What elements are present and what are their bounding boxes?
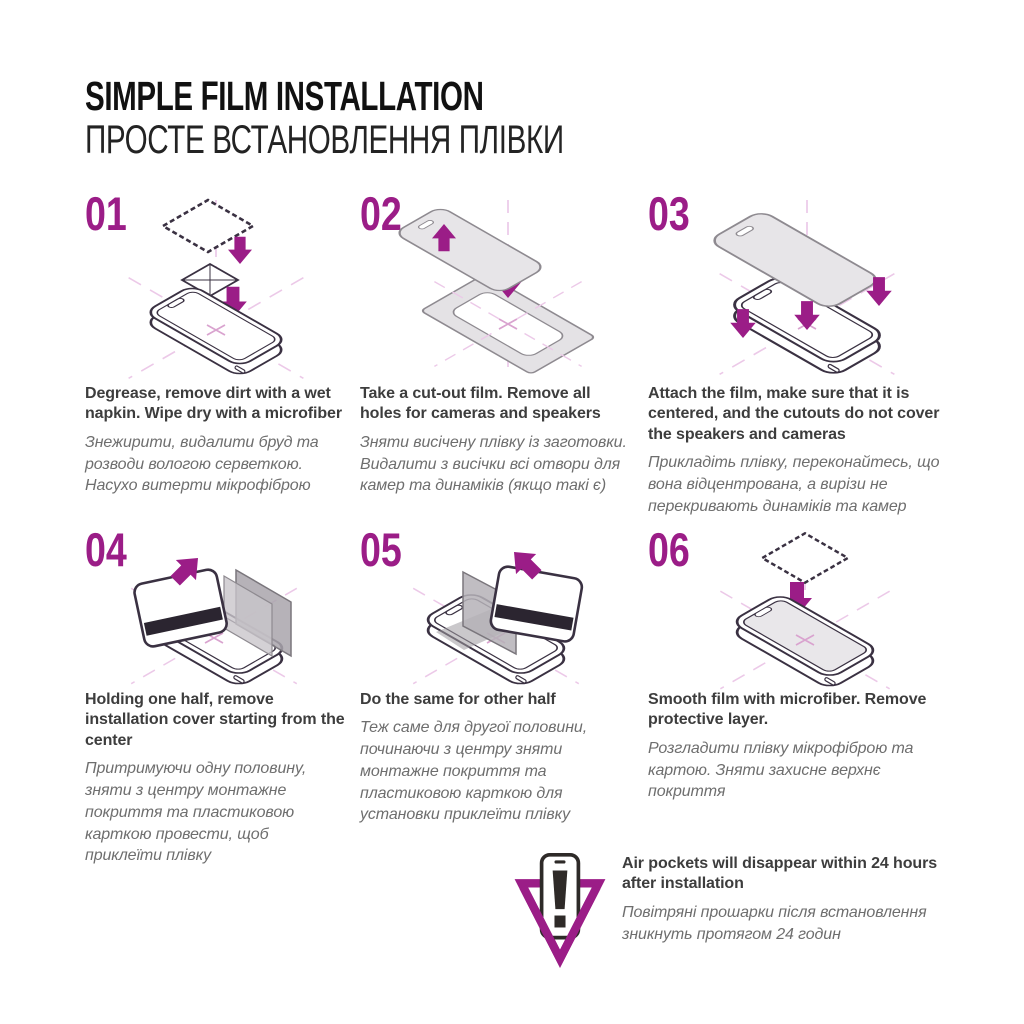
step-01-text-ua: Знежирити, видалити бруд та розводи вологою серветкою. Насухо витерти мікрофіброю bbox=[85, 433, 319, 495]
film-piece-icon bbox=[394, 206, 546, 293]
step-05-number: 05 bbox=[360, 523, 402, 576]
page-title: SIMPLE FILM INSTALLATION bbox=[85, 73, 484, 119]
step-02-text-ua: Зняти висічену плівку із заготовки. Видалити з висічки всі отвори для камер та динаміків (якщо такі є) bbox=[360, 433, 627, 495]
step-04 bbox=[85, 523, 347, 865]
attach-film-to-phone-illustration bbox=[648, 196, 942, 380]
phone-icon bbox=[145, 285, 288, 377]
step-02-text-en: Take a cut-out film. Remove all holes for cameras and speakers bbox=[360, 385, 601, 423]
step-03-text-en: Attach the film, make sure that it is centered, and the cutouts do not cover the speakers and cameras bbox=[648, 385, 940, 443]
step-06-number: 06 bbox=[648, 523, 690, 576]
other-half-with-card-illustration bbox=[360, 532, 632, 690]
step-01-text-en: Degrease, remove dirt with a wet napkin. Wipe dry with a microfiber bbox=[85, 385, 342, 423]
step-05-text-en: Do the same for other half bbox=[360, 691, 556, 708]
step-03-text-ua: Прикладіть плівку, переконайтесь, що вона відцентрована, а вирізи не перекривають динаміків та камер bbox=[648, 454, 940, 515]
step-02 bbox=[360, 188, 632, 524]
warning-note bbox=[514, 848, 974, 972]
step-04-text-en: Holding one half, remove installation cover starting from the center bbox=[85, 691, 345, 749]
microfiber-napkin-icon bbox=[762, 533, 848, 582]
cutout-film-from-sheet-illustration bbox=[360, 196, 632, 380]
step-02-number: 02 bbox=[360, 187, 402, 240]
warning-text-en: Air pockets will disappear within 24 hours after installation bbox=[622, 855, 937, 893]
step-03-number: 03 bbox=[648, 187, 690, 240]
page-subtitle: ПРОСТЕ ВСТАНОВЛЕННЯ ПЛІВКИ bbox=[85, 118, 564, 162]
napkin-microfiber-phone-illustration bbox=[85, 196, 347, 380]
step-05 bbox=[360, 524, 632, 850]
phone-with-film-icon bbox=[731, 593, 880, 689]
step-05-text-ua: Теж саме для другої половини, починаючи з центру зняти монтажне покриття та пластиковою карткою для установки приклеїти плівку bbox=[360, 719, 588, 824]
plastic-card-icon bbox=[489, 565, 583, 643]
phone-exclamation-warning-icon bbox=[514, 848, 606, 972]
step-04-number: 04 bbox=[85, 523, 127, 576]
remove-cover-with-card-illustration bbox=[85, 532, 347, 690]
step-06 bbox=[648, 524, 942, 850]
step-01-number: 01 bbox=[85, 187, 127, 240]
step-06-text-en: Smooth film with microfiber. Remove protective layer. bbox=[648, 691, 927, 729]
smooth-with-microfiber-illustration bbox=[648, 532, 942, 690]
step-06-text-ua: Розгладити плівку мікрофіброю та картою. Зняти захисне верхнє покриття bbox=[648, 739, 914, 801]
step-03 bbox=[648, 188, 942, 524]
step-01 bbox=[85, 188, 347, 524]
step-04-text-ua: Притримуючи одну половину, зняти з центру монтажне покриття та пластиковою карткою провести, щоб приклеїти плівку bbox=[85, 760, 307, 865]
warning-text-ua: Повітряні прошарки після встановлення зникнуть протягом 24 годин bbox=[622, 903, 927, 943]
arrow-down-icon bbox=[228, 237, 252, 264]
page-header bbox=[85, 73, 732, 162]
